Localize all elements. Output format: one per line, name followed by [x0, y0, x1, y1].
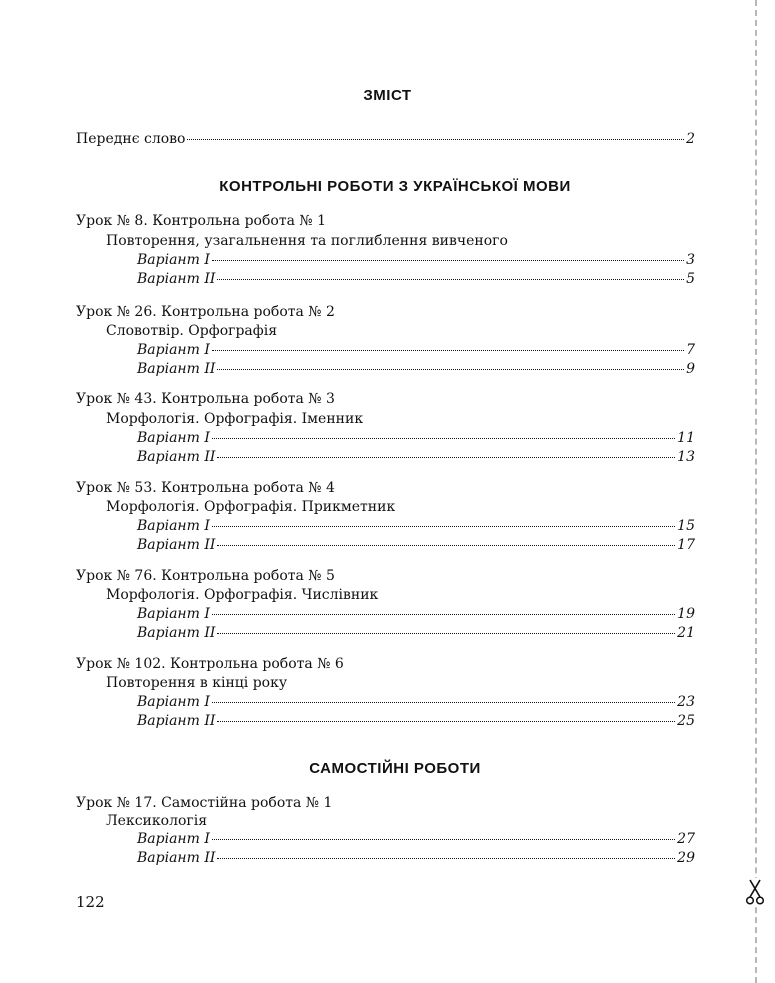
- toc-page-number: 21: [677, 625, 695, 641]
- lesson-title: Урок № 43. Контрольна робота № 3: [76, 391, 335, 407]
- scissors-icon: [746, 878, 764, 906]
- dot-leader: [212, 839, 675, 840]
- toc-entry-variant[interactable]: [137, 448, 695, 466]
- dot-leader: [187, 139, 684, 140]
- lesson-topic: Лексикологія: [106, 813, 208, 829]
- dot-leader: [217, 633, 675, 634]
- lesson-topic: Повторення в кінці року: [106, 675, 288, 691]
- dot-leader: [212, 614, 675, 615]
- dot-leader: [212, 702, 675, 703]
- variant-label: Варіант І: [137, 606, 210, 622]
- variant-label: Варіант І: [137, 342, 210, 358]
- variant-label: Варіант ІІ: [137, 271, 216, 287]
- toc-entry-variant[interactable]: [137, 830, 695, 848]
- toc-page-number: 13: [677, 449, 695, 465]
- toc-entry-variant[interactable]: [137, 360, 695, 378]
- section-heading: КОНТРОЛЬНІ РОБОТИ З УКРАЇНСЬКОЇ МОВИ: [219, 178, 571, 195]
- toc-page-number: 2: [686, 131, 695, 147]
- dot-leader: [212, 260, 684, 261]
- toc-page-number: 15: [677, 518, 695, 534]
- lesson-title: Урок № 76. Контрольна робота № 5: [76, 568, 335, 584]
- toc-entry-preface[interactable]: [76, 130, 695, 148]
- dot-leader: [212, 350, 684, 351]
- toc-entry-variant[interactable]: [137, 605, 695, 623]
- toc-entry-variant[interactable]: [137, 624, 695, 642]
- variant-label: Варіант ІІ: [137, 850, 216, 866]
- toc-page-number: 27: [677, 831, 695, 847]
- variant-label: Варіант ІІ: [137, 449, 216, 465]
- toc-page-number: 29: [677, 850, 695, 866]
- variant-label: Варіант І: [137, 518, 210, 534]
- toc-page-number: 11: [677, 430, 695, 446]
- lesson-title: Урок № 53. Контрольна робота № 4: [76, 480, 335, 496]
- toc-entry-variant[interactable]: [137, 429, 695, 447]
- lesson-title: Урок № 17. Самостійна робота № 1: [76, 795, 333, 811]
- toc-entry-variant[interactable]: [137, 251, 695, 269]
- toc-page-number: 7: [686, 342, 695, 358]
- toc-page-number: 25: [677, 713, 695, 729]
- toc-entry-variant[interactable]: [137, 341, 695, 359]
- lesson-title: Урок № 26. Контрольна робота № 2: [76, 304, 335, 320]
- dot-leader: [217, 279, 684, 280]
- toc-entry-variant[interactable]: [137, 693, 695, 711]
- variant-label: Варіант І: [137, 831, 210, 847]
- page-title: ЗМІСТ: [363, 87, 412, 104]
- toc-entry-variant[interactable]: [137, 270, 695, 288]
- toc-page-number: 23: [677, 694, 695, 710]
- lesson-title: Урок № 8. Контрольна робота № 1: [76, 213, 326, 229]
- toc-entry-variant[interactable]: [137, 517, 695, 535]
- lesson-topic: Морфологія. Орфографія. Прикметник: [106, 499, 396, 515]
- toc-page-number: 19: [677, 606, 695, 622]
- dot-leader: [217, 457, 675, 458]
- lesson-topic: Повторення, узагальнення та поглиблення вивченого: [106, 233, 508, 249]
- dot-leader: [217, 858, 675, 859]
- lesson-title: Урок № 102. Контрольна робота № 6: [76, 656, 344, 672]
- toc-entry-label: Переднє слово: [76, 131, 186, 147]
- variant-label: Варіант І: [137, 430, 210, 446]
- variant-label: Варіант ІІ: [137, 625, 216, 641]
- lesson-topic: Морфологія. Орфографія. Числівник: [106, 587, 379, 603]
- dot-leader: [217, 721, 675, 722]
- section-heading: САМОСТІЙНІ РОБОТИ: [309, 760, 481, 777]
- toc-page-number: 17: [677, 537, 695, 553]
- page-number: 122: [76, 893, 105, 911]
- variant-label: Варіант ІІ: [137, 713, 216, 729]
- toc-entry-variant[interactable]: [137, 849, 695, 867]
- variant-label: Варіант І: [137, 252, 210, 268]
- lesson-topic: Морфологія. Орфографія. Іменник: [106, 411, 364, 427]
- toc-page-number: 5: [686, 271, 695, 287]
- lesson-topic: Словотвір. Орфографія: [106, 323, 278, 339]
- variant-label: Варіант І: [137, 694, 210, 710]
- variant-label: Варіант ІІ: [137, 537, 216, 553]
- cut-line: [755, 0, 757, 983]
- variant-label: Варіант ІІ: [137, 361, 216, 377]
- toc-entry-variant[interactable]: [137, 712, 695, 730]
- toc-page-number: 3: [686, 252, 695, 268]
- toc-entry-variant[interactable]: [137, 536, 695, 554]
- dot-leader: [212, 438, 675, 439]
- dot-leader: [212, 526, 675, 527]
- dot-leader: [217, 545, 675, 546]
- toc-page-number: 9: [686, 361, 695, 377]
- dot-leader: [217, 369, 684, 370]
